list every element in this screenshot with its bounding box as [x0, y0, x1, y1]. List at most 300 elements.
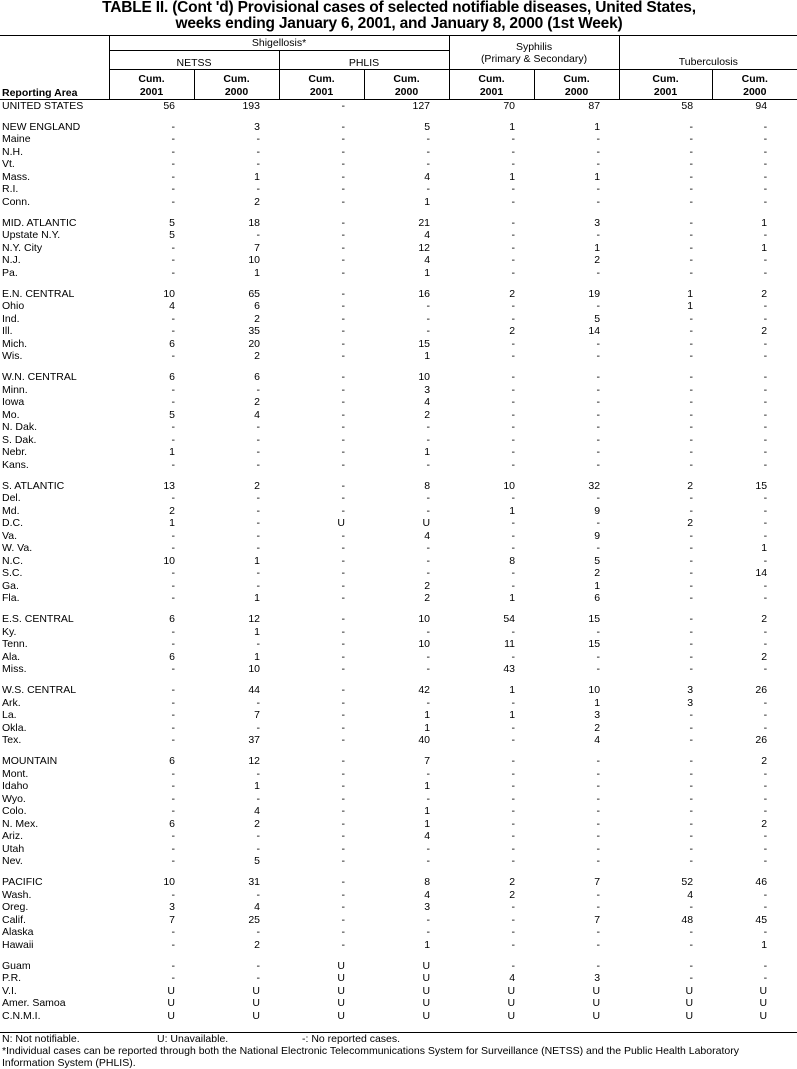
- col-syphilis-2001: Cum. 2001: [449, 70, 534, 100]
- value-cell-syphilis-2001: 1: [509, 684, 516, 696]
- value-cell-phlis-2000: U: [422, 517, 431, 529]
- syphilis-header-line2: (Primary & Secondary): [480, 52, 588, 65]
- legend-not-notifiable: N: Not notifiable.: [2, 1033, 80, 1045]
- reporting-area-cell: N.J.: [2, 254, 21, 266]
- value-cell-netss-2000: -: [256, 542, 260, 554]
- value-cell-syphilis-2001: -: [511, 567, 516, 579]
- value-cell-netss-2000: -: [256, 383, 260, 396]
- value-cell-syphilis-2000: -: [596, 517, 601, 529]
- value-cell-netss-2001: 2: [169, 504, 175, 517]
- table-row: [0, 592, 797, 605]
- value-cell-syphilis-2001: -: [511, 830, 516, 842]
- table-row: [0, 555, 797, 568]
- reporting-area-cell: D.C.: [2, 517, 23, 529]
- value-cell-syphilis-2001: -: [511, 216, 516, 229]
- value-cell-syphilis-2000: 7: [594, 876, 601, 888]
- value-cell-tb-2000: -: [763, 625, 768, 638]
- value-cell-tb-2001: 3: [687, 696, 694, 709]
- value-cell-syphilis-2001: -: [511, 938, 516, 951]
- value-cell-netss-2000: -: [256, 433, 260, 446]
- table-title: [4, 0, 794, 32]
- value-cell-netss-2001: -: [171, 663, 175, 675]
- value-cell-phlis-2001: -: [341, 663, 345, 675]
- value-cell-tb-2001: -: [689, 792, 694, 805]
- value-cell-tb-2001: -: [689, 567, 694, 579]
- reporting-area-cell: Tex.: [2, 734, 22, 746]
- value-cell-syphilis-2000: 6: [594, 592, 601, 604]
- value-cell-netss-2001: -: [171, 266, 175, 279]
- value-cell-netss-2000: -: [256, 158, 260, 170]
- value-cell-tb-2001: -: [689, 195, 694, 208]
- value-cell-phlis-2000: -: [426, 145, 431, 158]
- value-cell-phlis-2000: -: [426, 421, 431, 433]
- value-cell-phlis-2000: -: [426, 158, 431, 170]
- value-cell-phlis-2001: -: [341, 684, 345, 696]
- value-cell-phlis-2000: 12: [418, 241, 431, 254]
- value-cell-syphilis-2000: -: [596, 830, 601, 842]
- value-cell-syphilis-2001: -: [511, 901, 516, 913]
- value-cell-phlis-2000: 4: [424, 529, 431, 542]
- value-cell-phlis-2000: 4: [424, 229, 431, 241]
- reporting-area-header: Reporting Area: [0, 70, 109, 100]
- value-cell-phlis-2001: -: [341, 300, 345, 312]
- value-cell-syphilis-2000: -: [596, 383, 601, 396]
- value-cell-phlis-2001: -: [341, 888, 345, 901]
- value-cell-tb-2001: -: [689, 855, 694, 867]
- value-cell-phlis-2001: -: [341, 913, 345, 926]
- value-cell-phlis-2001: -: [341, 312, 345, 325]
- value-cell-tb-2000: -: [763, 350, 768, 362]
- value-cell-tb-2001: -: [689, 972, 694, 984]
- value-cell-phlis-2000: -: [426, 855, 431, 867]
- value-cell-tb-2001: -: [689, 120, 694, 133]
- value-cell-syphilis-2001: -: [511, 133, 516, 145]
- value-cell-phlis-2001: -: [341, 817, 345, 830]
- value-cell-syphilis-2001: -: [511, 734, 516, 746]
- value-cell-syphilis-2001: 2: [509, 287, 516, 300]
- reporting-area-cell: PACIFIC: [2, 876, 43, 888]
- value-cell-syphilis-2001: 8: [509, 554, 516, 567]
- value-cell-tb-2000: -: [763, 579, 768, 592]
- table-row: [0, 972, 797, 985]
- value-cell-tb-2001: -: [689, 408, 694, 421]
- value-cell-netss-2000: 7: [254, 241, 260, 254]
- value-cell-netss-2000: 2: [254, 350, 260, 362]
- value-cell-phlis-2000: -: [426, 504, 431, 517]
- value-cell-tb-2001: -: [689, 158, 694, 170]
- table-row: [0, 196, 797, 209]
- group-spacer: [0, 279, 797, 288]
- value-cell-netss-2000: 31: [248, 876, 260, 888]
- value-cell-netss-2000: 7: [254, 709, 260, 721]
- value-cell-phlis-2001: -: [341, 229, 345, 241]
- reporting-area-cell: Tenn.: [2, 638, 28, 650]
- reporting-area-cell: Ariz.: [2, 830, 23, 842]
- value-cell-tb-2001: -: [689, 266, 694, 279]
- value-cell-syphilis-2000: -: [596, 755, 601, 767]
- value-cell-tb-2000: -: [763, 901, 768, 913]
- footnotes: [2, 1032, 794, 1069]
- table-row: [0, 384, 797, 397]
- value-cell-phlis-2000: 4: [424, 888, 431, 901]
- value-cell-netss-2001: -: [171, 325, 175, 337]
- value-cell-syphilis-2001: -: [511, 254, 516, 266]
- value-cell-phlis-2001: -: [341, 504, 345, 517]
- value-cell-netss-2001: 56: [163, 99, 175, 112]
- value-cell-phlis-2001: -: [341, 145, 345, 158]
- table-row: [0, 734, 797, 747]
- value-cell-syphilis-2001: 1: [509, 592, 516, 604]
- value-cell-syphilis-2001: -: [511, 421, 516, 433]
- table-row: [0, 133, 797, 146]
- value-cell-tb-2000: -: [763, 792, 768, 805]
- value-cell-syphilis-2001: -: [511, 696, 516, 709]
- value-cell-syphilis-2001: U: [507, 997, 516, 1009]
- value-cell-netss-2001: U: [167, 1009, 175, 1022]
- table-row: [0, 793, 797, 806]
- table-row: [0, 542, 797, 555]
- value-cell-tb-2001: -: [689, 350, 694, 362]
- syphilis-header: [449, 36, 619, 70]
- value-cell-phlis-2000: -: [426, 554, 431, 567]
- value-cell-phlis-2000: 2: [424, 579, 431, 592]
- value-cell-phlis-2001: -: [341, 755, 345, 767]
- value-cell-phlis-2001: -: [341, 195, 345, 208]
- value-cell-syphilis-2001: -: [511, 408, 516, 421]
- value-cell-tb-2000: -: [763, 638, 768, 650]
- col-tb-2000: Cum. 2000: [712, 70, 797, 100]
- value-cell-tb-2000: 2: [761, 755, 768, 767]
- value-cell-tb-2001: -: [689, 241, 694, 254]
- value-cell-syphilis-2001: -: [511, 529, 516, 542]
- value-cell-phlis-2001: -: [341, 650, 345, 663]
- value-cell-netss-2000: 44: [248, 684, 260, 696]
- value-cell-syphilis-2000: -: [596, 855, 601, 867]
- value-cell-netss-2000: 10: [248, 254, 260, 266]
- value-cell-netss-2001: -: [171, 888, 175, 901]
- table-row: [0, 325, 797, 338]
- value-cell-netss-2000: -: [256, 792, 260, 805]
- value-cell-phlis-2001: -: [341, 709, 345, 721]
- value-cell-tb-2001: -: [689, 663, 694, 675]
- value-cell-syphilis-2000: -: [596, 938, 601, 951]
- value-cell-syphilis-2000: -: [596, 350, 601, 362]
- table-row: [0, 889, 797, 902]
- value-cell-phlis-2001: -: [341, 625, 345, 638]
- value-cell-syphilis-2000: 5: [594, 554, 601, 567]
- value-cell-phlis-2000: U: [422, 972, 431, 984]
- value-cell-tb-2000: -: [763, 229, 768, 241]
- value-cell-tb-2000: -: [763, 517, 768, 529]
- value-cell-syphilis-2000: 3: [594, 216, 601, 229]
- value-cell-phlis-2000: 127: [412, 99, 431, 112]
- value-cell-phlis-2001: -: [341, 266, 345, 279]
- value-cell-phlis-2000: 1: [424, 709, 431, 721]
- value-cell-tb-2000: -: [763, 554, 768, 567]
- value-cell-tb-2001: -: [689, 229, 694, 241]
- value-cell-syphilis-2000: -: [596, 337, 601, 350]
- value-cell-netss-2001: -: [171, 959, 175, 972]
- table-row: [0, 830, 797, 843]
- value-cell-netss-2001: 1: [169, 517, 175, 529]
- value-cell-phlis-2001: -: [341, 554, 345, 567]
- reporting-area-cell: Ga.: [2, 579, 19, 592]
- value-cell-phlis-2000: 42: [418, 684, 431, 696]
- table-row: [0, 997, 797, 1010]
- reporting-area-cell: Wash.: [2, 888, 32, 901]
- value-cell-phlis-2000: 1: [424, 266, 431, 279]
- value-cell-tb-2000: -: [763, 183, 768, 195]
- value-cell-tb-2000: -: [763, 767, 768, 780]
- value-cell-phlis-2001: U: [337, 972, 345, 984]
- value-cell-tb-2001: -: [689, 504, 694, 517]
- value-cell-netss-2001: -: [171, 158, 175, 170]
- reporting-area-cell: Pa.: [2, 266, 18, 279]
- reporting-area-cell: Okla.: [2, 721, 27, 734]
- value-cell-netss-2000: 35: [248, 325, 260, 337]
- value-cell-phlis-2001: -: [341, 579, 345, 592]
- value-cell-tb-2001: U: [685, 997, 694, 1009]
- value-cell-phlis-2000: 4: [424, 830, 431, 842]
- value-cell-syphilis-2000: 15: [588, 613, 601, 625]
- reporting-area-cell: NEW ENGLAND: [2, 120, 81, 133]
- value-cell-syphilis-2001: -: [511, 183, 516, 195]
- reporting-area-cell: Iowa: [2, 396, 25, 408]
- value-cell-phlis-2000: -: [426, 133, 431, 145]
- value-cell-netss-2001: -: [171, 938, 175, 951]
- value-cell-tb-2001: -: [689, 492, 694, 504]
- value-cell-netss-2001: -: [171, 972, 175, 984]
- value-cell-syphilis-2000: 2: [594, 254, 601, 266]
- group-spacer: [0, 747, 797, 756]
- table-row: [0, 517, 797, 530]
- value-cell-phlis-2001: -: [341, 767, 345, 780]
- table-row: [0, 217, 797, 230]
- table-row: [0, 709, 797, 722]
- value-cell-netss-2000: -: [256, 888, 260, 901]
- value-cell-tb-2000: 15: [755, 479, 768, 492]
- value-cell-phlis-2000: 1: [424, 721, 431, 734]
- reporting-area-cell: N.H.: [2, 145, 23, 158]
- value-cell-syphilis-2001: -: [511, 145, 516, 158]
- table-row: [0, 434, 797, 447]
- value-cell-syphilis-2001: -: [511, 312, 516, 325]
- value-cell-syphilis-2001: -: [511, 446, 516, 458]
- value-cell-syphilis-2001: -: [511, 926, 516, 938]
- value-cell-syphilis-2001: 2: [509, 325, 516, 337]
- value-cell-phlis-2001: -: [341, 383, 345, 396]
- value-cell-phlis-2001: -: [341, 613, 345, 625]
- reporting-area-cell: C.N.M.I.: [2, 1009, 41, 1022]
- value-cell-syphilis-2000: -: [596, 266, 601, 279]
- value-cell-syphilis-2001: -: [511, 195, 516, 208]
- legend-line: [2, 1033, 794, 1045]
- value-cell-phlis-2001: -: [341, 876, 345, 888]
- value-cell-netss-2001: -: [171, 350, 175, 362]
- value-cell-tb-2001: -: [689, 842, 694, 855]
- value-cell-netss-2001: -: [171, 421, 175, 433]
- value-cell-phlis-2000: 3: [424, 383, 431, 396]
- value-cell-syphilis-2001: -: [511, 158, 516, 170]
- value-cell-syphilis-2001: -: [511, 650, 516, 663]
- value-cell-netss-2001: -: [171, 254, 175, 266]
- value-cell-tb-2000: -: [763, 529, 768, 542]
- value-cell-tb-2001: -: [689, 901, 694, 913]
- value-cell-netss-2000: 6: [254, 371, 260, 383]
- netss-header: NETSS: [109, 51, 279, 70]
- value-cell-phlis-2001: -: [341, 170, 345, 183]
- value-cell-syphilis-2001: 10: [503, 479, 516, 492]
- value-cell-tb-2000: 26: [755, 734, 768, 746]
- value-cell-tb-2000: -: [763, 972, 768, 984]
- phlis-header: PHLIS: [279, 51, 449, 70]
- value-cell-syphilis-2001: -: [511, 542, 516, 554]
- value-cell-phlis-2001: -: [341, 492, 345, 504]
- reporting-area-cell: Kans.: [2, 458, 29, 471]
- value-cell-netss-2000: 2: [254, 195, 260, 208]
- value-cell-phlis-2001: -: [341, 938, 345, 951]
- col-phlis-2000: Cum. 2000: [364, 70, 449, 100]
- value-cell-syphilis-2000: -: [596, 926, 601, 938]
- value-cell-tb-2001: -: [689, 579, 694, 592]
- value-cell-syphilis-2001: -: [511, 842, 516, 855]
- reporting-area-cell: Upstate N.Y.: [2, 229, 61, 241]
- value-cell-netss-2001: 10: [163, 554, 175, 567]
- value-cell-tb-2001: -: [689, 371, 694, 383]
- value-cell-tb-2001: U: [685, 984, 694, 997]
- value-cell-tb-2000: -: [763, 300, 768, 312]
- reporting-area-cell: V.I.: [2, 984, 17, 997]
- value-cell-phlis-2000: 1: [424, 195, 431, 208]
- table-row: [0, 722, 797, 735]
- reporting-area-cell: E.N. CENTRAL: [2, 287, 75, 300]
- value-cell-phlis-2000: 1: [424, 350, 431, 362]
- value-cell-netss-2001: 4: [169, 300, 175, 312]
- value-cell-netss-2001: -: [171, 780, 175, 792]
- value-cell-netss-2001: -: [171, 696, 175, 709]
- value-cell-syphilis-2001: -: [511, 337, 516, 350]
- reporting-area-cell: Amer. Samoa: [2, 997, 66, 1009]
- table-row: [0, 300, 797, 313]
- value-cell-phlis-2000: -: [426, 492, 431, 504]
- value-cell-syphilis-2001: U: [507, 984, 516, 997]
- value-cell-netss-2000: 2: [254, 312, 260, 325]
- value-cell-syphilis-2000: 2: [594, 721, 601, 734]
- value-cell-syphilis-2000: -: [596, 492, 601, 504]
- value-cell-phlis-2000: -: [426, 926, 431, 938]
- value-cell-tb-2000: 2: [761, 613, 768, 625]
- value-cell-tb-2000: -: [763, 170, 768, 183]
- table-row: [0, 613, 797, 626]
- reporting-area-cell: Wis.: [2, 350, 23, 362]
- table-row: [0, 663, 797, 676]
- value-cell-tb-2000: 1: [761, 542, 768, 554]
- value-cell-tb-2001: -: [689, 926, 694, 938]
- reporting-area-cell: Mass.: [2, 170, 31, 183]
- reporting-area-cell: W. Va.: [2, 542, 33, 554]
- value-cell-netss-2001: -: [171, 529, 175, 542]
- value-cell-phlis-2000: -: [426, 913, 431, 926]
- value-cell-phlis-2001: -: [341, 721, 345, 734]
- value-cell-syphilis-2000: -: [596, 396, 601, 408]
- value-cell-phlis-2000: -: [426, 300, 431, 312]
- value-cell-syphilis-2001: -: [511, 959, 516, 972]
- value-cell-syphilis-2001: -: [511, 492, 516, 504]
- value-cell-syphilis-2000: -: [596, 183, 601, 195]
- value-cell-syphilis-2000: -: [596, 959, 601, 972]
- value-cell-netss-2001: 6: [169, 371, 175, 383]
- value-cell-tb-2001: -: [689, 216, 694, 229]
- syphilis-header-line1: Syphilis: [515, 40, 553, 53]
- value-cell-tb-2000: -: [763, 371, 768, 383]
- value-cell-netss-2001: 6: [169, 755, 175, 767]
- value-cell-phlis-2000: -: [426, 567, 431, 579]
- table-body: [0, 99, 797, 1022]
- title-line-2: weeks ending January 6, 2001, and January 8, 2000 (1st Week): [175, 15, 623, 32]
- value-cell-netss-2000: 1: [254, 170, 260, 183]
- col-tb-2001: Cum. 2001: [619, 70, 712, 100]
- value-cell-phlis-2001: -: [341, 830, 345, 842]
- value-cell-netss-2000: 2: [254, 817, 260, 830]
- reporting-area-cell: Md.: [2, 504, 20, 517]
- value-cell-tb-2000: -: [763, 855, 768, 867]
- value-cell-syphilis-2000: -: [596, 842, 601, 855]
- value-cell-tb-2001: -: [689, 396, 694, 408]
- value-cell-tb-2001: 52: [681, 876, 694, 888]
- value-cell-netss-2000: 4: [254, 901, 260, 913]
- value-cell-tb-2001: -: [689, 446, 694, 458]
- value-cell-syphilis-2000: -: [596, 650, 601, 663]
- value-cell-tb-2001: -: [689, 734, 694, 746]
- value-cell-tb-2000: -: [763, 396, 768, 408]
- value-cell-netss-2001: -: [171, 721, 175, 734]
- value-cell-phlis-2000: 10: [418, 371, 431, 383]
- value-cell-phlis-2001: -: [341, 337, 345, 350]
- value-cell-netss-2000: 10: [248, 663, 260, 675]
- reporting-area-cell: La.: [2, 709, 17, 721]
- value-cell-syphilis-2000: 3: [594, 709, 601, 721]
- value-cell-syphilis-2000: 15: [588, 638, 601, 650]
- value-cell-phlis-2001: -: [341, 99, 345, 112]
- value-cell-tb-2000: -: [763, 888, 768, 901]
- value-cell-phlis-2000: 2: [424, 408, 431, 421]
- value-cell-syphilis-2000: 5: [594, 312, 601, 325]
- value-cell-syphilis-2001: 1: [509, 120, 516, 133]
- value-cell-netss-2000: -: [256, 972, 260, 984]
- table-row: [0, 229, 797, 242]
- value-cell-phlis-2001: U: [337, 997, 345, 1009]
- value-cell-phlis-2001: -: [341, 216, 345, 229]
- table-row: [0, 805, 797, 818]
- value-cell-netss-2001: -: [171, 183, 175, 195]
- reporting-area-cell: Ill.: [2, 325, 13, 337]
- group-spacer: [0, 363, 797, 372]
- value-cell-netss-2000: -: [256, 229, 260, 241]
- value-cell-netss-2001: 6: [169, 817, 175, 830]
- value-cell-phlis-2001: -: [341, 842, 345, 855]
- value-cell-netss-2001: 1: [169, 446, 175, 458]
- value-cell-tb-2000: -: [763, 158, 768, 170]
- value-cell-netss-2001: 13: [163, 479, 175, 492]
- value-cell-phlis-2000: 4: [424, 396, 431, 408]
- table-row: [0, 505, 797, 518]
- value-cell-syphilis-2000: -: [596, 888, 601, 901]
- value-cell-syphilis-2001: 43: [503, 663, 516, 675]
- value-cell-netss-2000: -: [256, 421, 260, 433]
- table-row: [0, 409, 797, 422]
- value-cell-syphilis-2001: -: [511, 792, 516, 805]
- value-cell-netss-2001: U: [167, 997, 175, 1009]
